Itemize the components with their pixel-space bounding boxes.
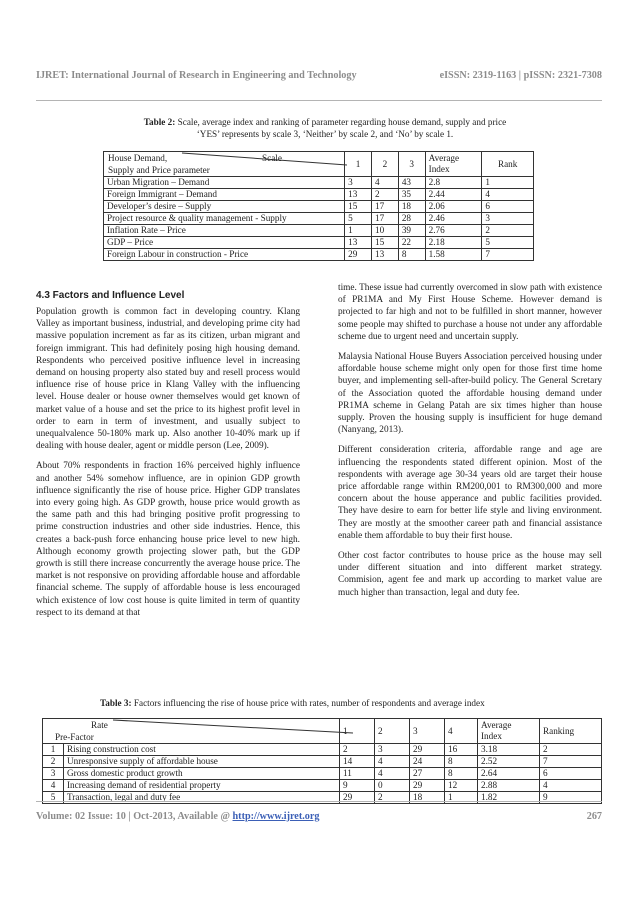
table-row — [104, 225, 534, 237]
table3-rate3-cell: 27 — [410, 768, 445, 780]
table3-col4-header: 4 — [445, 719, 478, 744]
table2-avg-cell: 2.8 — [425, 177, 482, 189]
table2-avg-cell: 2.46 — [425, 213, 482, 225]
table3-rank-cell: 6 — [540, 768, 602, 780]
table3-rate3-cell: 18 — [410, 792, 445, 804]
table3-avg-header — [478, 719, 540, 744]
issn-header: eISSN: 2319-1163 | pISSN: 2321-7308 — [439, 70, 602, 81]
table2-rank-cell: 5 — [482, 237, 534, 249]
table-row — [43, 744, 602, 756]
table3-col1-header: 1 — [340, 719, 375, 744]
left-column — [36, 306, 300, 627]
table2-param-cell: Inflation Rate – Price — [104, 225, 345, 237]
table2-avg-header-1: Average — [428, 153, 460, 163]
table2-avg-header-2: Index — [428, 164, 450, 174]
table-row — [43, 768, 602, 780]
table3-rate2-cell: 0 — [375, 780, 410, 792]
table3-factor-cell: Transaction, legal and duty fee — [64, 792, 340, 804]
table2-scale2-cell: 13 — [371, 249, 398, 261]
table2-scale3-cell: 43 — [398, 177, 425, 189]
table3-rate1-cell: 14 — [340, 756, 375, 768]
table3-caption-text: Factors influencing the rise of house price with rates, number of respondents and average index — [131, 698, 485, 708]
table3-header-row — [43, 719, 602, 744]
table3-no-cell: 4 — [43, 780, 64, 792]
section-title: 4.3 Factors and Influence Level — [36, 290, 185, 301]
table2-scale2-cell: 10 — [371, 225, 398, 237]
table3-rank-cell: 2 — [540, 744, 602, 756]
table3-rate4-cell: 12 — [445, 780, 478, 792]
journal-link[interactable]: http://www.ijret.org — [232, 811, 320, 822]
table2-avg-cell: 2.18 — [425, 237, 482, 249]
table2-scale1-cell: 29 — [345, 249, 372, 261]
table3-rate3-cell: 29 — [410, 744, 445, 756]
table2-param-cell: Project resource & quality management - Supply — [104, 213, 345, 225]
table3-rate4-cell: 16 — [445, 744, 478, 756]
left-paragraph-2: About 70% respondents in fraction 16% perceived highly influence and another 54% somehow influence, are in opinion GDP growth influence significantly the rise of house price. Higher GDP translates into every going high. As GDP growth, house price would growth as the same path and this had bringing positive profit progressing to prime construction industries and other side industries. Hence, this creates a back-push force enhancing house price level to new high. Although economy growth projecting slower path, but the GDP growth is still there increase concurrently the average house price. The market is not responsive on providing affordable house and affordable financial scheme. The supply of affordable house is less encouraged which existence of low cost house is quite limited in term of quantity respect to its demand at that — [36, 461, 300, 618]
right-paragraph-3: Different consideration criteria, affordable range and age are influencing the respondents stated different opinion. Most of the respondents with average age 30-34 years old are target their house price affordable range within RM200,001 to RM300,000 and more concern about the house apperance and public facilities provided. They have desire to earn for better life style and living environment. They are mostly at the smoother career path and financial assistance enable them affordable to buy their first house. — [338, 445, 602, 541]
table3-factor-cell: Rising construction cost — [64, 744, 340, 756]
table2-param-cell: Developer’s desire – Supply — [104, 201, 345, 213]
journal-header: IJRET: International Journal of Research in Engineering and Technology — [36, 70, 357, 81]
right-column — [338, 282, 602, 607]
table2-avg-cell: 2.76 — [425, 225, 482, 237]
table2-scale3-cell: 22 — [398, 237, 425, 249]
table-row — [104, 201, 534, 213]
table2-rank-cell: 7 — [482, 249, 534, 261]
table2-caption-label: Table 2: — [143, 117, 176, 127]
table3-no-cell: 1 — [43, 744, 64, 756]
table3-avg-cell: 3.18 — [478, 744, 540, 756]
table2-scale3-cell: 39 — [398, 225, 425, 237]
table2-scale1-cell: 3 — [345, 177, 372, 189]
table3-rank-cell: 7 — [540, 756, 602, 768]
table3-no-cell: 2 — [43, 756, 64, 768]
table-row — [104, 249, 534, 261]
table3-rate4-cell: 8 — [445, 756, 478, 768]
table3-rate1-cell: 29 — [340, 792, 375, 804]
table2-scale3-cell: 8 — [398, 249, 425, 261]
table2-caption — [90, 116, 560, 140]
table3-factor-cell: Unresponsive supply of affordable house — [64, 756, 340, 768]
page-number: 267 — [586, 811, 602, 822]
right-paragraph-4: Other cost factor contributes to house price as the house may sell under different situation and into different market strategy. Commision, agent fee and mark up according to market value are much higher than transaction, legal and duty fee. — [338, 551, 602, 598]
table3-caption-label: Table 3: — [100, 698, 132, 708]
table2-param-cell: GDP – Price — [104, 237, 345, 249]
table2-avg-header — [425, 152, 482, 177]
table3-col2-header: 2 — [375, 719, 410, 744]
table2-body — [104, 177, 534, 261]
table3-factor-cell: Increasing demand of residential property — [64, 780, 340, 792]
table2-header-row — [104, 152, 534, 177]
table2-rank-cell: 2 — [482, 225, 534, 237]
table2-scale2-cell: 4 — [371, 177, 398, 189]
table3-col3-header: 3 — [410, 719, 445, 744]
table2-rank-cell: 1 — [482, 177, 534, 189]
table2-caption-text2: ‘YES’ represents by scale 3, ‘Neither’ by scale 2, and ‘No’ by scale 1. — [196, 129, 454, 139]
header-rule — [36, 100, 602, 101]
table3-no-cell: 3 — [43, 768, 64, 780]
table-row — [43, 756, 602, 768]
table-row — [104, 177, 534, 189]
table2-header-bottom-left: Supply and Price parameter — [108, 165, 210, 175]
table-row — [104, 189, 534, 201]
table3-body — [43, 744, 602, 804]
table2-rank-cell: 4 — [482, 189, 534, 201]
right-paragraph-1: time. These issue had currently overcomed in slow path with existence of PR1MA and My First House Scheme. However demand is projected to far high and not to be fulfilled in short manner, however some people may shifted to purchase a house not under any affordable scheme due to urgent need and uncertain supply. — [338, 283, 602, 342]
table2-rank-header: Rank — [482, 152, 534, 177]
table2 — [103, 151, 534, 261]
table2-header-top-right: Scale — [262, 153, 282, 163]
table2-scale3-cell: 28 — [398, 213, 425, 225]
table3 — [42, 718, 602, 804]
footer-rule — [36, 801, 602, 802]
table2-diagonal-header — [104, 152, 345, 177]
table3-rate1-cell: 9 — [340, 780, 375, 792]
table3-rank-cell: 9 — [540, 792, 602, 804]
right-paragraph-2: Malaysia National House Buyers Association perceived housing under affordable house scheme might only open for those first time home buyer, and implementing sell-after-build policy. The General Scretary of the Association quoted the affordable housing demand under PR1MA scheme in Gelang Patah are six times higher than house supply. Proven the housing supply is insufficient for huge demand (Nanyang, 2013). — [338, 352, 602, 436]
table3-diagonal-header — [43, 719, 340, 744]
table3-avg-cell: 2.88 — [478, 780, 540, 792]
table3-avg-header-2: Index — [481, 731, 502, 741]
table3-avg-header-1: Average — [481, 720, 512, 730]
table3-header-top: Rate — [91, 720, 108, 730]
table3-rate4-cell: 1 — [445, 792, 478, 804]
table3-rate4-cell: 8 — [445, 768, 478, 780]
table3-avg-cell: 2.52 — [478, 756, 540, 768]
table2-param-cell: Urban Migration – Demand — [104, 177, 345, 189]
table2-scale1-cell: 13 — [345, 189, 372, 201]
table3-rate1-cell: 2 — [340, 744, 375, 756]
table3-no-cell: 5 — [43, 792, 64, 804]
table-row — [104, 213, 534, 225]
table2-scale3-cell: 35 — [398, 189, 425, 201]
table3-rate1-cell: 11 — [340, 768, 375, 780]
table2-avg-cell: 2.06 — [425, 201, 482, 213]
table3-rank-header: Ranking — [540, 719, 602, 744]
table-row — [43, 780, 602, 792]
table2-col1-header: 1 — [345, 152, 372, 177]
table3-rank-cell: 4 — [540, 780, 602, 792]
table2-col3-header: 3 — [398, 152, 425, 177]
table2-avg-cell: 1.58 — [425, 249, 482, 261]
table2-col2-header: 2 — [371, 152, 398, 177]
table3-header-bottom: Pre-Factor — [55, 732, 94, 742]
table3-rate2-cell: 4 — [375, 756, 410, 768]
table3-rate2-cell: 2 — [375, 792, 410, 804]
footer-prefix: Volume: 02 Issue: 10 | Oct-2013, Available @ — [36, 811, 233, 822]
table2-scale1-cell: 5 — [345, 213, 372, 225]
table2-caption-text: Scale, average index and ranking of parameter regarding house demand, supply and price — [175, 117, 507, 127]
table2-scale1-cell: 1 — [345, 225, 372, 237]
table3-rate2-cell: 4 — [375, 768, 410, 780]
table2-scale1-cell: 15 — [345, 201, 372, 213]
table2-avg-cell: 2.44 — [425, 189, 482, 201]
table2-scale3-cell: 18 — [398, 201, 425, 213]
table2-header-top-left: House Demand, — [108, 153, 168, 163]
table2-scale2-cell: 15 — [371, 237, 398, 249]
table2-scale2-cell: 17 — [371, 201, 398, 213]
table3-rate2-cell: 3 — [375, 744, 410, 756]
table-row — [104, 237, 534, 249]
table3-avg-cell: 1.82 — [478, 792, 540, 804]
table2-rank-cell: 3 — [482, 213, 534, 225]
table3-avg-cell: 2.64 — [478, 768, 540, 780]
table2-param-cell: Foreign Labour in construction - Price — [104, 249, 345, 261]
table3-factor-cell: Gross domestic product growth — [64, 768, 340, 780]
left-paragraph-1: Population growth is common fact in developing country. Klang Valley as important business, industrial, and developing prime city had massive population increment as far as its citizen, urban migrant and foreign immigrant. This had definitely posing high housing demand. Respondents who perceived positive influence level in increasing demand on housing property also stated buy and resell process would influence rise of house price in Klang Valley with the influencing level. House dealer or house owner themselves would get known of market value of a house and set the price to its highest profit level in order to earn in term of investment, and usually subject to unequalvalence 50-180% mark up. Also another 10-40% mark up if dealing with house dealer, agent or middle person (Lee, 2009). — [36, 307, 300, 452]
table3-caption — [100, 697, 580, 709]
table2-scale2-cell: 2 — [371, 189, 398, 201]
table2-scale2-cell: 17 — [371, 213, 398, 225]
table3-rate3-cell: 29 — [410, 780, 445, 792]
table3-rate3-cell: 24 — [410, 756, 445, 768]
table2-rank-cell: 6 — [482, 201, 534, 213]
table2-scale1-cell: 13 — [345, 237, 372, 249]
table2-param-cell: Foreign Immigrant – Demand — [104, 189, 345, 201]
footer-volume — [36, 811, 319, 822]
